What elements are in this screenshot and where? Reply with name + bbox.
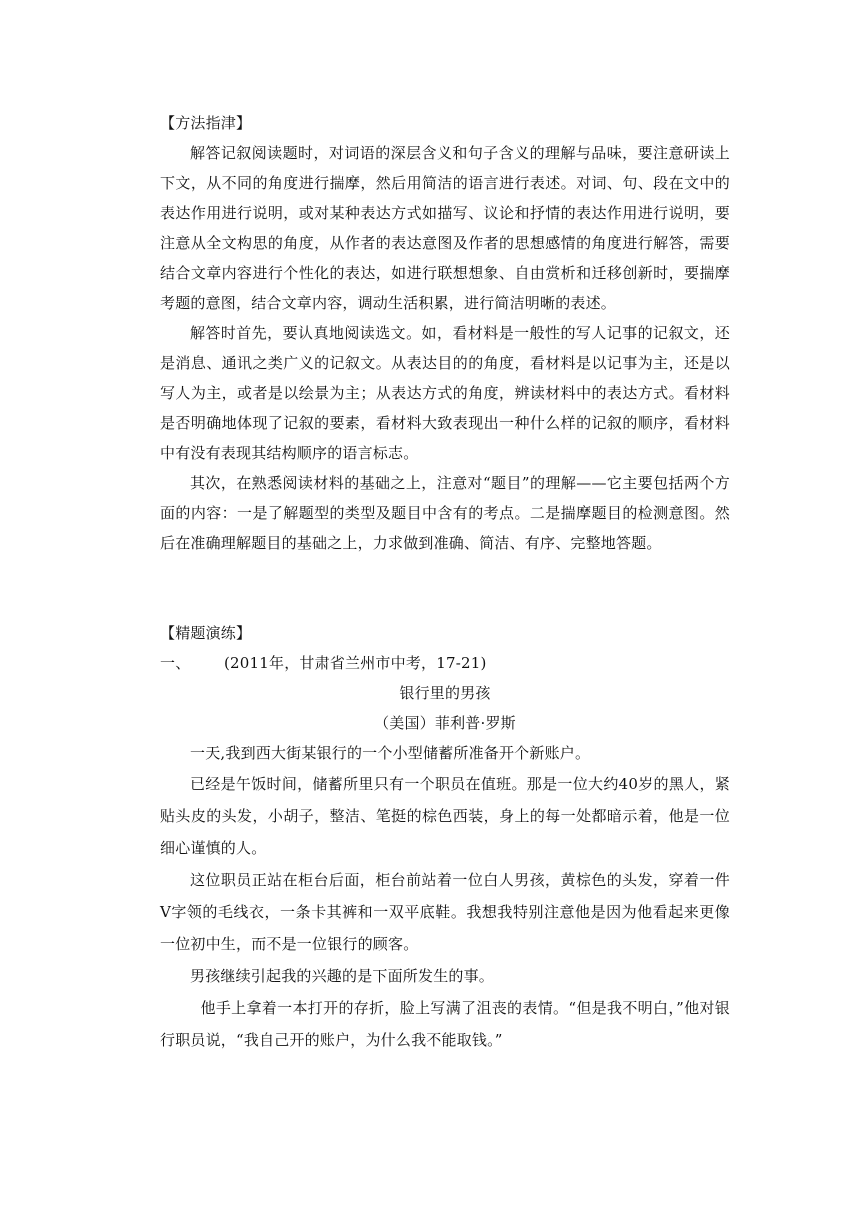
section-gap [160,558,730,618]
practice-heading: 【精题演练】 [160,624,252,642]
article-paragraph-2: 已经是午饭时间，储蓄所里只有一个职员在值班。那是一位大约40岁的黑人，紧贴头皮的头发，小胡子，整洁、笔挺的棕色西装，身上的每一处都暗示着，他是一位细心谨慎的人。 [160,775,730,857]
article-paragraph-1: 一天,我到西大街某银行的一个小型储蓄所准备开个新账户。 [190,744,591,762]
article-author: （美国）菲利普·罗斯 [374,714,516,732]
document-content [160,108,730,1056]
method-paragraph-3: 其次，在熟悉阅读材料的基础之上，注意对“题目”的理解——它主要包括两个方面的内容：一是了解题型的类型及题目中含有的考点。二是揣摩题目的检测意图。然后在准确理解题目的基础之上，力求做到准确、简洁、有序、完整地答题。 [160,474,730,552]
article-paragraph-4: 男孩继续引起我的兴趣的是下面所发生的事。 [190,967,495,985]
question-source: (2011年，甘肃省兰州市中考，17-21) [224,654,487,672]
question-number: 一、 [160,654,191,672]
method-paragraph-1: 解答记叙阅读题时，对词语的深层含义和句子含义的理解与品味，要注意研读上下文，从不同的角度进行揣摩，然后用简洁的语言进行表述。对词、句、段在文中的表达作用进行说明，或对某种表达方式如描写、议论和抒情的表达作用进行说明，要注意从全文构思的角度，从作者的表达意图及作者的思想感情的角度进行解答，需要结合文章内容进行个性化的表达，如进行联想想象、自由赏析和迁移创新时，要揣摩考题的意图，结合文章内容，调动生活积累，进行简洁明晰的表述。 [160,144,730,312]
article-title: 银行里的男孩 [399,684,491,702]
article-paragraph-3: 这位职员正站在柜台后面，柜台前站着一位白人男孩，黄棕色的头发，穿着一件V字领的毛线衣，一条卡其裤和一双平底鞋。我想我特别注意他是因为他看起来更像一位初中生，而不是一位银行的顾客。 [160,871,730,953]
article-paragraph-5: 他手上拿着一本打开的存折，脸上写满了沮丧的表情。“但是我不明白，”他对银行职员说，“我自己开的账户，为什么我不能取钱。” [160,999,730,1049]
method-paragraph-2: 解答时首先，要认真地阅读选文。如，看材料是一般性的写人记事的记叙文，还是消息、通讯之类广义的记叙文。从表达目的的角度，看材料是以记事为主，还是以写人为主，或者是以绘景为主；从表达方式的角度，辨读材料中的表达方式。看材料是否明确地体现了记叙的要素，看材料大致表现出一种什么样的记叙的顺序，看材料中有没有表现其结构顺序的语言标志。 [160,324,730,462]
method-guide-heading: 【方法指津】 [160,114,252,132]
question-line [160,648,730,678]
